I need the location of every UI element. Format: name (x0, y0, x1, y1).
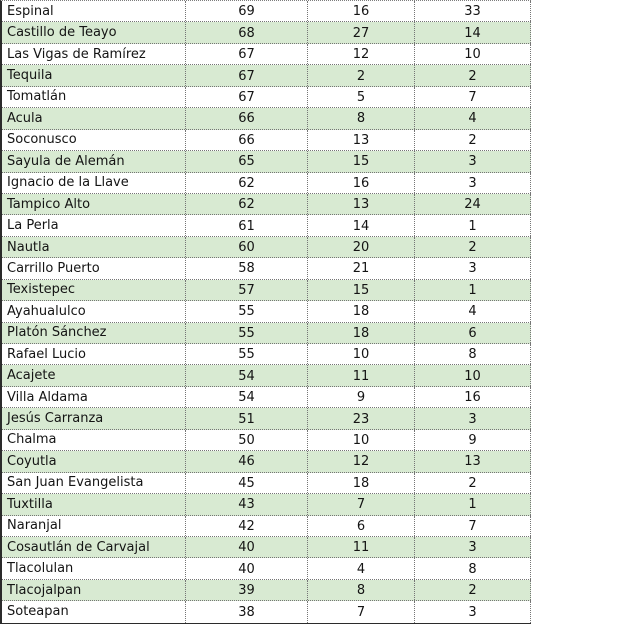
municipality-name-cell[interactable]: Platón Sánchez (2, 323, 186, 343)
value-3-cell[interactable]: 10 (415, 365, 531, 385)
value-1-cell[interactable]: 60 (186, 237, 308, 257)
table-row (2, 558, 531, 579)
value-1-cell[interactable]: 54 (186, 387, 308, 407)
value-1-cell[interactable]: 66 (186, 130, 308, 150)
value-2-cell[interactable]: 15 (308, 151, 415, 171)
value-1-cell[interactable]: 50 (186, 430, 308, 450)
value-2-cell[interactable]: 2 (308, 65, 415, 85)
municipality-name-cell[interactable]: Villa Aldama (2, 387, 186, 407)
value-3-cell[interactable]: 24 (415, 194, 531, 214)
value-1-cell[interactable]: 43 (186, 494, 308, 514)
municipality-name-cell[interactable]: Espinal (2, 1, 186, 21)
municipality-name-cell[interactable]: Jesús Carranza (2, 408, 186, 428)
value-2-cell[interactable]: 7 (308, 494, 415, 514)
value-3-cell[interactable]: 3 (415, 258, 531, 278)
value-2-cell[interactable]: 11 (308, 537, 415, 557)
value-1-cell[interactable]: 57 (186, 280, 308, 300)
municipality-name-cell[interactable]: Acajete (2, 365, 186, 385)
value-1-cell[interactable]: 45 (186, 473, 308, 493)
municipality-name-cell[interactable]: Soteapan (2, 601, 186, 622)
table-row (2, 258, 531, 279)
municipality-name-cell[interactable]: Rafael Lucio (2, 344, 186, 364)
value-3-cell[interactable]: 2 (415, 473, 531, 493)
value-3-cell[interactable]: 9 (415, 430, 531, 450)
table-row (2, 194, 531, 215)
municipality-name-cell[interactable]: San Juan Evangelista (2, 473, 186, 493)
municipality-name-cell[interactable]: Tomatlán (2, 87, 186, 107)
municipality-name-cell[interactable]: Ayahualulco (2, 301, 186, 321)
value-3-cell[interactable]: 2 (415, 65, 531, 85)
municipality-name-cell[interactable]: Soconusco (2, 130, 186, 150)
value-1-cell[interactable]: 69 (186, 1, 308, 21)
value-1-cell[interactable]: 55 (186, 323, 308, 343)
value-2-cell[interactable]: 9 (308, 387, 415, 407)
value-3-cell[interactable]: 2 (415, 130, 531, 150)
value-1-cell[interactable]: 65 (186, 151, 308, 171)
value-3-cell[interactable]: 8 (415, 558, 531, 578)
table-row (2, 365, 531, 386)
municipality-name-cell[interactable]: Tuxtilla (2, 494, 186, 514)
value-2-cell[interactable]: 20 (308, 237, 415, 257)
value-2-cell[interactable]: 18 (308, 323, 415, 343)
value-1-cell[interactable]: 67 (186, 87, 308, 107)
value-3-cell[interactable]: 3 (415, 601, 531, 622)
value-3-cell[interactable]: 2 (415, 237, 531, 257)
value-3-cell[interactable]: 4 (415, 108, 531, 128)
value-2-cell[interactable]: 21 (308, 258, 415, 278)
table-row (2, 215, 531, 236)
table-row (2, 451, 531, 472)
value-3-cell[interactable]: 10 (415, 44, 531, 64)
value-3-cell[interactable]: 3 (415, 151, 531, 171)
municipality-name-cell[interactable]: Nautla (2, 237, 186, 257)
value-3-cell[interactable]: 6 (415, 323, 531, 343)
table-row (2, 580, 531, 601)
table-row (2, 65, 531, 86)
value-2-cell[interactable]: 16 (308, 1, 415, 21)
value-2-cell[interactable]: 12 (308, 451, 415, 471)
municipality-name-cell[interactable]: Texistepec (2, 280, 186, 300)
table-row (2, 430, 531, 451)
value-2-cell[interactable]: 18 (308, 473, 415, 493)
value-2-cell[interactable]: 23 (308, 408, 415, 428)
value-2-cell[interactable]: 10 (308, 430, 415, 450)
table-row (2, 387, 531, 408)
value-2-cell[interactable]: 14 (308, 215, 415, 235)
table-row (2, 22, 531, 43)
value-2-cell[interactable]: 5 (308, 87, 415, 107)
municipality-name-cell[interactable]: Tlacojalpan (2, 580, 186, 600)
value-2-cell[interactable]: 13 (308, 130, 415, 150)
value-3-cell[interactable]: 7 (415, 516, 531, 536)
value-3-cell[interactable]: 4 (415, 301, 531, 321)
municipality-name-cell[interactable]: Coyutla (2, 451, 186, 471)
value-1-cell[interactable]: 42 (186, 516, 308, 536)
municipality-name-cell[interactable]: Chalma (2, 430, 186, 450)
municipality-name-cell[interactable]: Tlacolulan (2, 558, 186, 578)
value-3-cell[interactable]: 33 (415, 1, 531, 21)
table-row (2, 108, 531, 129)
value-2-cell[interactable]: 8 (308, 108, 415, 128)
value-1-cell[interactable]: 46 (186, 451, 308, 471)
value-2-cell[interactable]: 8 (308, 580, 415, 600)
table-row (2, 130, 531, 151)
table-row (2, 151, 531, 172)
table-row (2, 473, 531, 494)
value-2-cell[interactable]: 6 (308, 516, 415, 536)
value-3-cell[interactable]: 8 (415, 344, 531, 364)
value-3-cell[interactable]: 16 (415, 387, 531, 407)
value-1-cell[interactable]: 51 (186, 408, 308, 428)
value-1-cell[interactable]: 61 (186, 215, 308, 235)
value-2-cell[interactable]: 27 (308, 22, 415, 42)
municipality-name-cell[interactable]: Ignacio de la Llave (2, 173, 186, 193)
value-2-cell[interactable]: 13 (308, 194, 415, 214)
value-3-cell[interactable]: 3 (415, 408, 531, 428)
table-row (2, 537, 531, 558)
table-row (2, 1, 531, 22)
value-2-cell[interactable]: 10 (308, 344, 415, 364)
value-2-cell[interactable]: 16 (308, 173, 415, 193)
value-3-cell[interactable]: 1 (415, 280, 531, 300)
municipality-name-cell[interactable]: Tequila (2, 65, 186, 85)
municipality-name-cell[interactable]: Acula (2, 108, 186, 128)
municipality-name-cell[interactable]: Cosautlán de Carvajal (2, 537, 186, 557)
table-row (2, 494, 531, 515)
table-row (2, 280, 531, 301)
table-row (2, 516, 531, 537)
table-row (2, 301, 531, 322)
value-3-cell[interactable]: 2 (415, 580, 531, 600)
table-row (2, 601, 531, 622)
value-2-cell[interactable]: 12 (308, 44, 415, 64)
value-1-cell[interactable]: 38 (186, 601, 308, 622)
value-1-cell[interactable]: 58 (186, 258, 308, 278)
value-1-cell[interactable]: 40 (186, 537, 308, 557)
table-row (2, 323, 531, 344)
value-2-cell[interactable]: 7 (308, 601, 415, 622)
municipality-name-cell[interactable]: Sayula de Alemán (2, 151, 186, 171)
value-1-cell[interactable]: 67 (186, 44, 308, 64)
value-3-cell[interactable]: 13 (415, 451, 531, 471)
municipality-name-cell[interactable]: Castillo de Teayo (2, 22, 186, 42)
value-3-cell[interactable]: 14 (415, 22, 531, 42)
municipality-name-cell[interactable]: Tampico Alto (2, 194, 186, 214)
value-1-cell[interactable]: 40 (186, 558, 308, 578)
value-1-cell[interactable]: 62 (186, 173, 308, 193)
table-row (2, 344, 531, 365)
municipality-name-cell[interactable]: La Perla (2, 215, 186, 235)
table-row (2, 173, 531, 194)
value-2-cell[interactable]: 15 (308, 280, 415, 300)
municipality-name-cell[interactable]: Carrillo Puerto (2, 258, 186, 278)
table-row (2, 87, 531, 108)
value-3-cell[interactable]: 3 (415, 537, 531, 557)
value-1-cell[interactable]: 55 (186, 301, 308, 321)
value-2-cell[interactable]: 4 (308, 558, 415, 578)
value-1-cell[interactable]: 66 (186, 108, 308, 128)
table-row (2, 237, 531, 258)
value-2-cell[interactable]: 11 (308, 365, 415, 385)
municipality-name-cell[interactable]: Naranjal (2, 516, 186, 536)
value-1-cell[interactable]: 62 (186, 194, 308, 214)
value-3-cell[interactable]: 1 (415, 215, 531, 235)
value-1-cell[interactable]: 55 (186, 344, 308, 364)
value-3-cell[interactable]: 1 (415, 494, 531, 514)
table-row (2, 408, 531, 429)
value-2-cell[interactable]: 18 (308, 301, 415, 321)
table-row (2, 44, 531, 65)
value-3-cell[interactable]: 3 (415, 173, 531, 193)
value-1-cell[interactable]: 67 (186, 65, 308, 85)
value-1-cell[interactable]: 54 (186, 365, 308, 385)
value-1-cell[interactable]: 39 (186, 580, 308, 600)
value-3-cell[interactable]: 7 (415, 87, 531, 107)
municipality-name-cell[interactable]: Las Vigas de Ramírez (2, 44, 186, 64)
value-1-cell[interactable]: 68 (186, 22, 308, 42)
